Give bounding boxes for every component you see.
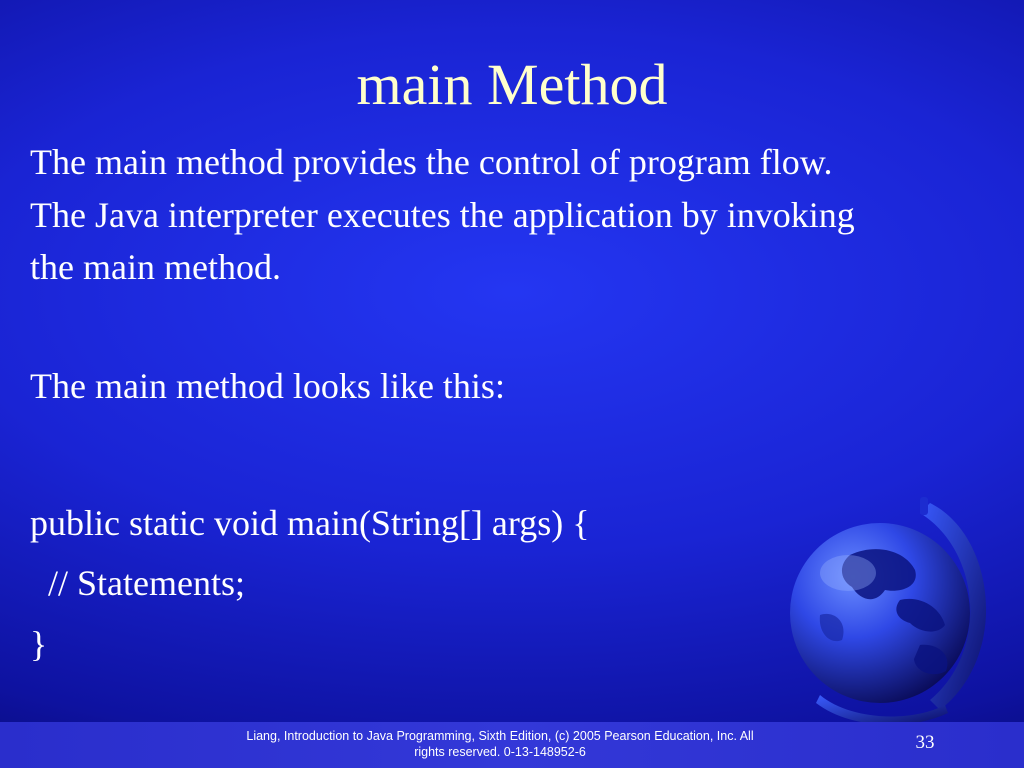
globe-icon bbox=[780, 495, 1005, 730]
body-line-3: the main method. bbox=[30, 247, 281, 287]
footer-citation bbox=[200, 728, 800, 760]
code-line-1: public static void main(String[] args) { bbox=[30, 503, 590, 543]
page-number: 33 bbox=[915, 732, 935, 753]
code-line-3: } bbox=[30, 624, 48, 664]
slide-title: main Method bbox=[356, 52, 668, 117]
code-line-2: // Statements; bbox=[30, 563, 245, 603]
footer-citation-line-1: Liang, Introduction to Java Programming, Sixth Edition, (c) 2005 Pearson Education, Inc. All bbox=[246, 729, 754, 743]
footer-citation-line-2: rights reserved. 0-13-148952-6 bbox=[414, 745, 586, 759]
body-line-1: The main method provides the control of program flow. bbox=[30, 142, 833, 182]
body-line-4: The main method looks like this: bbox=[30, 366, 505, 406]
body-line-2: The Java interpreter executes the application by invoking bbox=[30, 195, 855, 235]
